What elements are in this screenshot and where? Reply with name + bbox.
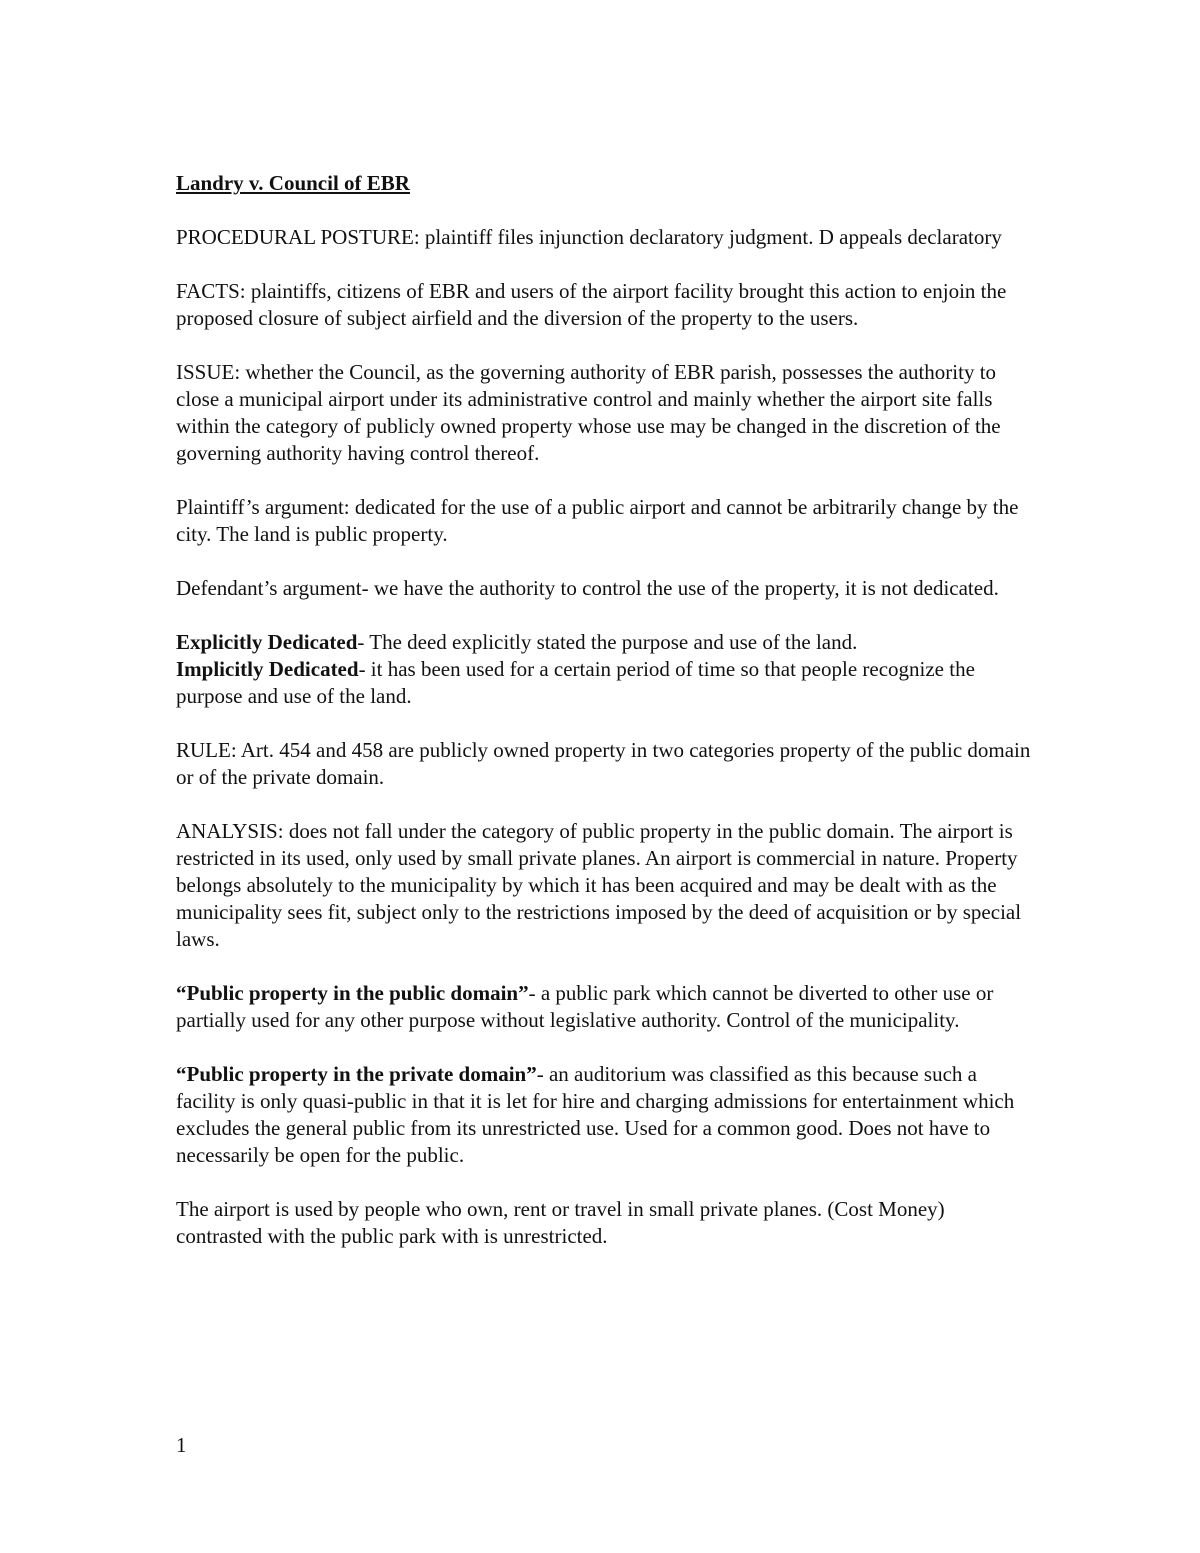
public-domain-text: - a public park which cannot be diverted to other use or partially used for any other purpose without legislative authority. Control of the municipality. [176,981,994,1032]
airport-contrast-paragraph: The airport is used by people who own, rent or travel in small private planes. (Cost Money) contrasted with the public park with is unrestricted. [176,1197,945,1248]
implicit-dedication-line [176,656,1036,710]
document-body [176,170,1036,1277]
implicit-dedication-text: - it has been used for a certain period of time so that people recognize the purpose and use of the land. [176,657,975,708]
public-domain-term: “Public property in the public domain” [176,981,529,1005]
plaintiff-argument-paragraph: Plaintiff’s argument: dedicated for the use of a public airport and cannot be arbitrarily change by the city. The land is public property. [176,495,1019,546]
explicit-dedication-line [176,629,1036,656]
issue-paragraph: ISSUE: whether the Council, as the governing authority of EBR parish, possesses the authority to close a municipal airport under its administrative control and mainly whether the airport site falls within the category of publicly owned property whose use may be changed in the discretion of the governing authority having control thereof. [176,360,1001,465]
page-number: 1 [176,1433,187,1457]
analysis-paragraph: ANALYSIS: does not fall under the category of public property in the public domain. The airport is restricted in its used, only used by small private planes. An airport is commercial in nature. Property belongs absolutely to the municipality by which it has been acquired and may be dealt with as the municipality sees fit, subject only to the restrictions imposed by the deed of acquisition or by special laws. [176,819,1022,951]
public-domain-paragraph [176,980,1036,1034]
implicit-dedication-term: Implicitly Dedicated [176,657,359,681]
private-domain-paragraph [176,1061,1036,1169]
explicit-dedication-term: Explicitly Dedicated [176,630,358,654]
defendant-argument-paragraph: Defendant’s argument- we have the authority to control the use of the property, it is not dedicated. [176,576,999,600]
rule-paragraph: RULE: Art. 454 and 458 are publicly owned property in two categories property of the public domain or of the private domain. [176,738,1031,789]
explicit-dedication-text: - The deed explicitly stated the purpose and use of the land. [357,630,858,654]
procedural-posture-paragraph: PROCEDURAL POSTURE: plaintiff files injunction declaratory judgment. D appeals declaratory [176,225,1002,249]
private-domain-term: “Public property in the private domain” [176,1062,537,1086]
case-title: Landry v. Council of EBR [176,171,410,195]
facts-paragraph: FACTS: plaintiffs, citizens of EBR and users of the airport facility brought this action to enjoin the proposed closure of subject airfield and the diversion of the property to the users. [176,279,1007,330]
private-domain-text: - an auditorium was classified as this because such a facility is only quasi-public in that it is let for hire and charging admissions for entertainment which excludes the general public from its unrestricted use. Used for a common good. Does not have to necessarily be open for the public. [176,1062,1015,1167]
